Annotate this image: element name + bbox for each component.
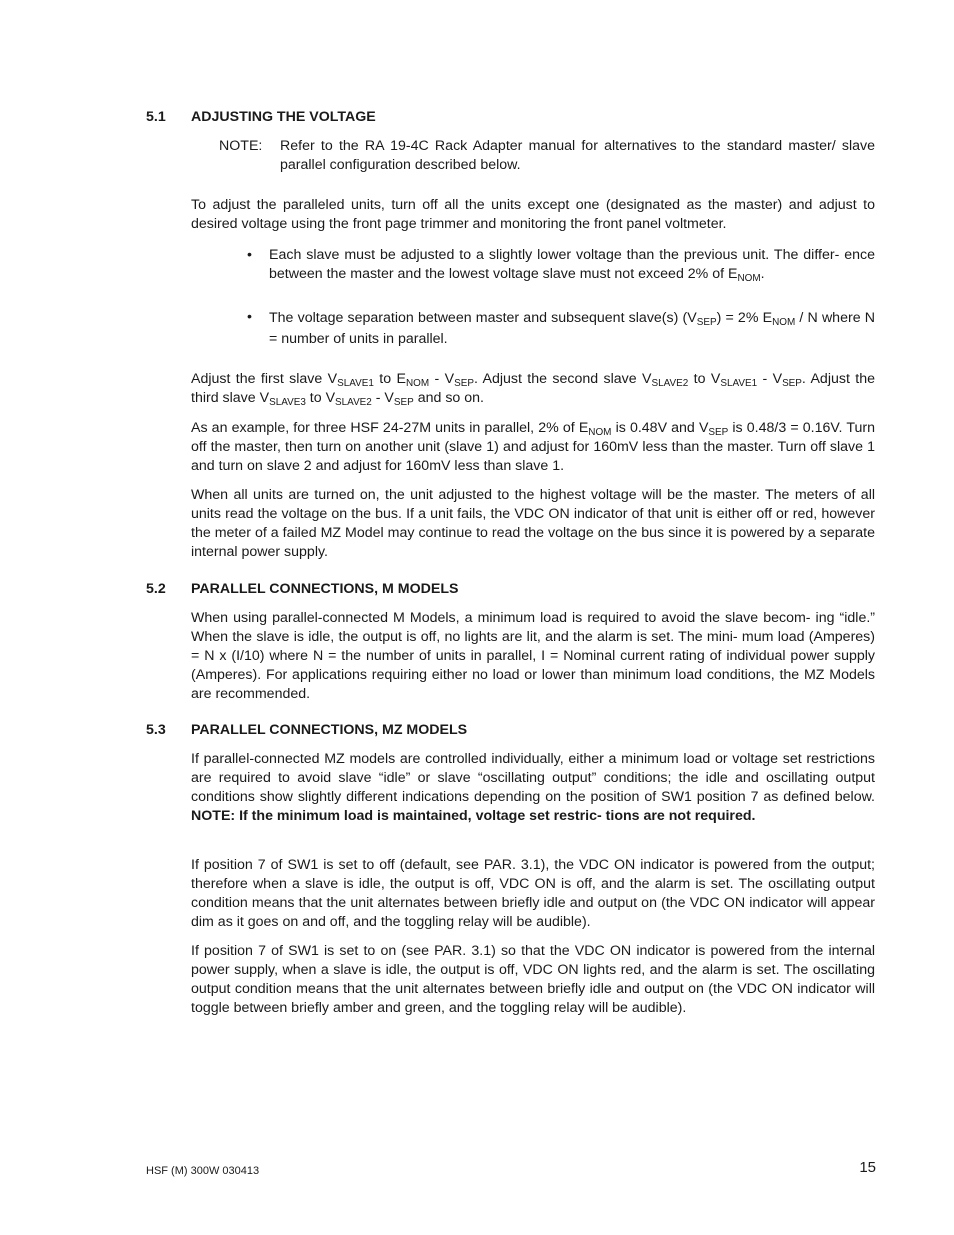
section-title: PARALLEL CONNECTIONS, M MODELS — [191, 581, 459, 597]
paragraph: If position 7 of SW1 is set to on (see PAR. 3.1) so that the VDC ON indicator is powered from the internal power supply, when a slave is idle, the output is off, VDC ON lights red, and the alarm is set. The oscillating output condition means that the unit alternates between briefly idle and output on (the VDC ON indicator will toggle between briefly amber and green, and the toggling relay will be audible). — [191, 943, 875, 1016]
bold-note: NOTE: If the minimum load is maintained, voltage set restric- tions are not required. — [191, 807, 756, 824]
example-paragraph: As an example, for three HSF 24-27M units in parallel, 2% of $E_{NOM}$ is 0.48V and $V_{SEP}$ is 0.48/3 = 0.16V. Turn off the master, then turn on another unit (slave 1) and adjust for 160mV less than the master. Turn off slave 1 and turn on slave 2 and adjust for 160mV less than slave 1. — [191, 420, 875, 474]
page-number: 15 — [859, 1159, 876, 1176]
paragraph: When using parallel-connected M Models, a minimum load is required to avoid the slave becom- ing “idle.” When the slave is idle, the output is off, no lights are lit, and the alarm is set. The mini- mum load (Amperes) = N x (I/10) where N = the number of units in parallel, I = Nominal current rating of individual power supply (Amperes). For applications requiring either no load or lower than minimum load conditions, the MZ Models are recommended. — [191, 610, 875, 702]
section-number: 5.3 — [146, 722, 166, 738]
bullet-item: Each slave must be adjusted to a slightly lower voltage than the previous unit. The differ- ence between the master and the lowest voltage slave must not exceed 2% of $E_{NOM}$. — [269, 247, 875, 284]
bullet-icon: • — [247, 309, 252, 325]
paragraph: If position 7 of SW1 is set to off (default, see PAR. 3.1), the VDC ON indicator is powered from the output; therefore when a slave is idle, the output is off, VDC ON is off, and the alarm is set. The oscillating output condition means that the unit alternates between briefly idle and output on (the VDC ON indicator will appear dim as it goes on and off, and the toggling relay will be audible). — [191, 857, 875, 930]
paragraph: To adjust the paralleled units, turn off all the units except one (designated as the master) and adjust to desired voltage using the front page trimmer and monitoring the front panel voltmeter. — [191, 197, 875, 232]
bullet-icon: • — [247, 247, 252, 263]
section-number: 5.2 — [146, 581, 166, 597]
section-title: ADJUSTING THE VOLTAGE — [191, 109, 376, 125]
paragraph: If parallel-connected MZ models are controlled individually, either a minimum load or voltage set restrictions are required to avoid slave “idle” or slave “oscillating output” conditions; the idle and oscillating output conditions show slightly different indications depending on the position of SW1 position 7 as defined below. NOTE: If the minimum load is maintained, voltage set restric- tions are not required. — [191, 751, 875, 824]
paragraph: When all units are turned on, the unit adjusted to the highest voltage will be the master. The meters of all units read the voltage on the bus. If a unit fails, the VDC ON indicator of that unit is either off or red, however the meter of a failed MZ Model may continue to read the voltage on the bus since it is powered by a separate internal power supply. — [191, 487, 875, 560]
note-text: Refer to the RA 19-4C Rack Adapter manual for alternatives to the standard master/ slave parallel configuration described below. — [280, 138, 875, 173]
bullet-item: The voltage separation between master and subsequent slave(s) $(V_{SEP}) = 2\%$ $E_{NOM}$ / N where N = number of units in parallel. — [269, 310, 875, 347]
section-number: 5.1 — [146, 109, 166, 125]
adjust-paragraph: Adjust the first slave $V_{SLAVE1}$ to $E_{NOM} - V_{SEP}$. Adjust the second slave $V_{SLAVE2}$ to $V_{SLAVE1} - V_{SEP}$. Adjust the third slave $V_{SLAVE3}$ to $V_{SLAVE2} - V_{SEP}$ and so on. — [191, 371, 875, 408]
footer-doc-id: HSF (M) 300W 030413 — [146, 1165, 260, 1177]
section-title: PARALLEL CONNECTIONS, MZ MODELS — [191, 722, 468, 738]
note-label: NOTE: — [219, 138, 263, 154]
